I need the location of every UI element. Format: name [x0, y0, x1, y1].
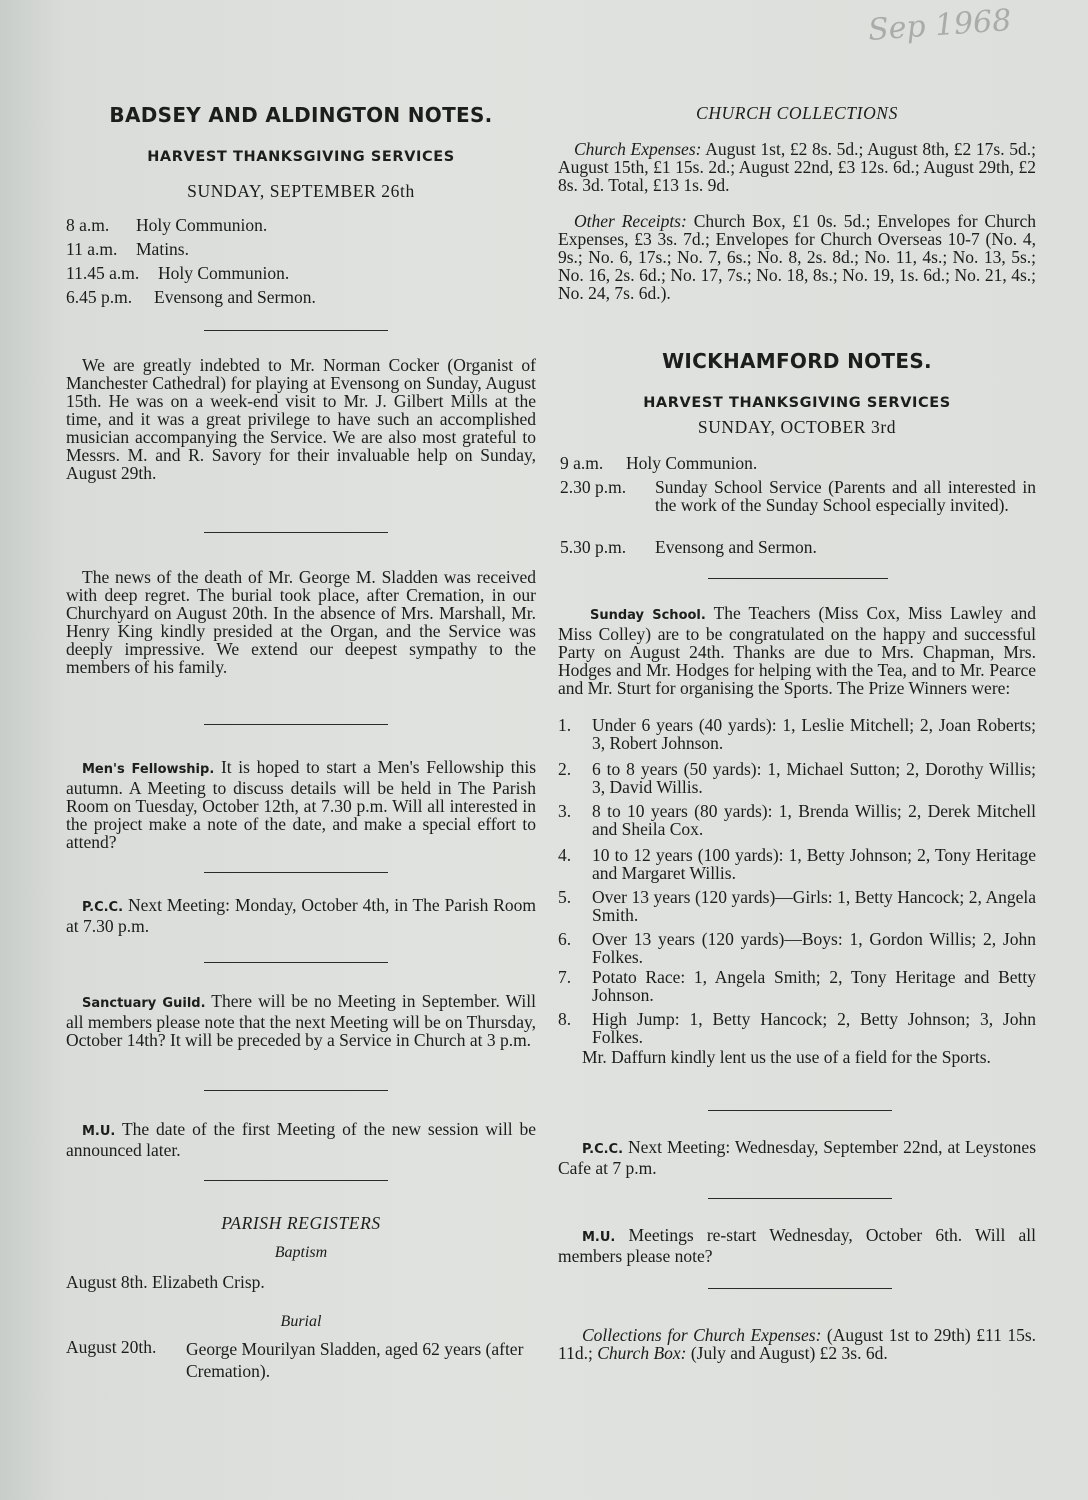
- handwritten-date-note: Sep 1968: [866, 3, 1013, 48]
- prize-number: 6.: [558, 929, 572, 949]
- sanctuary-guild-lead: Sanctuary Guild.: [82, 996, 206, 1011]
- wickhamford-mu-paragraph: [558, 1226, 1036, 1265]
- divider: [708, 1198, 892, 1199]
- prize-item: [558, 716, 1036, 752]
- prize-number: 8.: [558, 1009, 572, 1029]
- pcc-lead: P.C.C.: [582, 1142, 624, 1157]
- church-box-text: (July and August) £2 3s. 6d.: [690, 1343, 888, 1363]
- sladden-paragraph: The news of the death of Mr. George M. Sladden was received with deep regret. The burial took place, after Cremation, in our Churchyard on August 20th. In the absence of Mrs. Marshall, Mr. Henry King kindly presided at the Organ, and the Service was deeply impressive. We extend our deepest sympathy to the members of his family.: [66, 567, 536, 677]
- prize-number: 7.: [558, 967, 572, 987]
- badsey-mu-paragraph: [66, 1120, 536, 1159]
- pcc-text: Next Meeting: Monday, October 4th, in The Parish Room at 7.30 p.m.: [66, 895, 537, 936]
- divider: [204, 962, 388, 963]
- burial-date: August 20th.: [66, 1337, 157, 1357]
- divider: [204, 872, 388, 873]
- service-time: 6.45 p.m.: [66, 287, 133, 307]
- prize-item: [558, 930, 1036, 966]
- prize-text: Potato Race: 1, Angela Smith; 2, Tony Heritage and Betty Johnson.: [592, 967, 1036, 1005]
- prize-text: Over 13 years (120 yards)—Girls: 1, Betty Hancock; 2, Angela Smith.: [592, 887, 1036, 925]
- divider: [204, 1090, 388, 1091]
- burial-heading: Burial: [280, 1313, 322, 1330]
- prize-item: [558, 846, 1036, 882]
- service-desc: Sunday School Service (Parents and all interested in the work of the Sunday School especially invited).: [655, 477, 1036, 515]
- badsey-service-row: [66, 240, 536, 258]
- badsey-service-row: [66, 264, 536, 282]
- baptism-entry: August 8th. Elizabeth Crisp.: [66, 1272, 265, 1292]
- service-desc: Matins.: [136, 239, 189, 259]
- sunday-school-paragraph: [558, 604, 1036, 697]
- badsey-harvest-date: SUNDAY, SEPTEMBER 26th: [187, 181, 415, 201]
- prize-item: [558, 1010, 1036, 1046]
- service-desc: Holy Communion.: [158, 263, 290, 283]
- service-time: 5.30 p.m.: [560, 537, 627, 557]
- prize-item: [558, 760, 1036, 796]
- divider: [204, 1180, 388, 1181]
- mens-fellowship-paragraph: [66, 758, 536, 851]
- wickhamford-service-row: [560, 478, 1036, 514]
- parish-registers-heading: PARISH REGISTERS: [221, 1213, 381, 1233]
- prize-number: 4.: [558, 845, 572, 865]
- divider: [204, 724, 388, 725]
- badsey-harvest-heading: HARVEST THANKSGIVING SERVICES: [147, 149, 455, 165]
- wickhamford-pcc-paragraph: [558, 1138, 1036, 1177]
- service-desc: Evensong and Sermon.: [655, 537, 817, 557]
- service-time: 11 a.m.: [66, 239, 118, 259]
- wickhamford-harvest-heading: HARVEST THANKSGIVING SERVICES: [643, 395, 951, 411]
- collections-summary-paragraph: [558, 1326, 1036, 1362]
- baptism-heading: Baptism: [274, 1244, 328, 1261]
- service-time: 9 a.m.: [560, 453, 604, 473]
- prize-number: 1.: [558, 715, 572, 735]
- prize-item: [558, 802, 1036, 838]
- cocker-paragraph: We are greatly indebted to Mr. Norman Cocker (Organist of Manchester Cathedral) for playing at Evensong on Sunday, August 15th. He was on a week-end visit to Mr. J. Gilbert Mills at the time, and it was a great privilege to have such an accomplished musician accompanying the Service. We are also most grateful to Messrs. M. and R. Savory for their invaluable help on Sunday, August 29th.: [66, 355, 536, 483]
- pcc-text: Next Meeting: Wednesday, September 22nd, at Leystones Cafe at 7 p.m.: [558, 1137, 1037, 1178]
- divider: [204, 330, 388, 331]
- mu-text: The date of the first Meeting of the new session will be announced later.: [66, 1119, 536, 1160]
- prize-text: Over 13 years (120 yards)—Boys: 1, Gordon Willis; 2, John Folkes.: [592, 929, 1036, 967]
- prize-item: [558, 888, 1036, 924]
- wickhamford-service-row: [560, 538, 1036, 556]
- mu-text: Meetings re-start Wednesday, October 6th. Will all members please note?: [558, 1225, 1037, 1266]
- burial-text: George Mourilyan Sladden, aged 62 years (after Cremation).: [186, 1339, 524, 1381]
- service-time: 11.45 a.m.: [66, 263, 140, 283]
- mu-lead: M.U.: [82, 1124, 116, 1139]
- burial-entry: [66, 1338, 536, 1382]
- collections-label: Collections for Church Expenses:: [582, 1325, 822, 1345]
- church-expenses-text: August 1st, £2 8s. 5d.; August 8th, £2 17s. 5d.; August 15th, £1 15s. 2d.; August 22nd, £3 12s. 6d.; August 29th, £2 8s. 3d. Total, £13 1s. 9d.: [558, 139, 1036, 195]
- mens-fellowship-text: It is hoped to start a Men's Fellowship this autumn. A Meeting to discuss details will be held in The Parish Room on Tuesday, October 12th, at 7.30 p.m. Will all interested in the project make a note of the date, and make a special effort to attend?: [66, 757, 537, 852]
- prize-number: 3.: [558, 801, 572, 821]
- badsey-title: BADSEY AND ALDINGTON NOTES.: [109, 103, 493, 127]
- prize-item: [558, 968, 1036, 1004]
- other-receipts-paragraph: [558, 212, 1036, 302]
- divider: [708, 1110, 892, 1111]
- prize-text: 10 to 12 years (100 yards): 1, Betty Johnson; 2, Tony Heritage and Margaret Willis.: [592, 845, 1036, 883]
- wickhamford-harvest-date: SUNDAY, OCTOBER 3rd: [697, 417, 897, 437]
- sanctuary-guild-paragraph: [66, 992, 536, 1049]
- badsey-service-row: [66, 216, 536, 234]
- wickhamford-title: WICKHAMFORD NOTES.: [662, 349, 932, 373]
- service-time: 2.30 p.m.: [560, 477, 627, 497]
- church-box-label: Church Box:: [597, 1343, 687, 1363]
- mens-fellowship-lead: Men's Fellowship.: [82, 762, 215, 777]
- sunday-school-lead: Sunday School.: [590, 608, 706, 623]
- collections-text: (August 1st to 29th) £11 15s. 11d.;: [558, 1325, 1037, 1363]
- badsey-pcc-paragraph: [66, 896, 536, 935]
- mu-lead: M.U.: [582, 1230, 616, 1245]
- church-expenses-paragraph: [558, 140, 1036, 194]
- sunday-school-text: The Teachers (Miss Cox, Miss Lawley and Miss Colley) are to be congratulated on the happy and successful Party on August 24th. Thanks are due to Mrs. Chapman, Mrs. Hodges and Mr. Hodges for helping with the Tea, and to Mr. Pearce and Mr. Sturt for organising the Sports. The Prize Winners were:: [558, 603, 1036, 698]
- prize-number: 5.: [558, 887, 572, 907]
- other-receipts-text: Church Box, £1 0s. 5d.; Envelopes for Church Expenses, £3 3s. 7d.; Envelopes for Church Overseas 10-7 (No. 4, 9s.; No. 6, 17s.; No. 7, 6s.; No. 8, 2s. 8d.; No. 11, 4s.; No. 13, 5s.; No. 16, 2s. 6d.; No. 17, 7s.; No. 18, 8s.; No. 19, 1s. 6d.; No. 21, 4s.; No. 24, 7s. 6d.).: [558, 211, 1036, 303]
- prize-text: High Jump: 1, Betty Hancock; 2, Betty Johnson; 3, John Folkes.: [592, 1009, 1036, 1047]
- badsey-service-row: [66, 288, 536, 306]
- church-expenses-label: Church Expenses:: [574, 139, 702, 159]
- church-collections-heading: CHURCH COLLECTIONS: [696, 103, 898, 123]
- service-desc: Evensong and Sermon.: [154, 287, 316, 307]
- pcc-lead: P.C.C.: [82, 900, 124, 915]
- service-desc: Holy Communion.: [136, 215, 268, 235]
- service-desc: Holy Communion.: [626, 453, 758, 473]
- divider: [204, 532, 388, 533]
- divider: [708, 1288, 892, 1289]
- wickhamford-service-row: [560, 454, 1036, 472]
- prize-text: 8 to 10 years (80 yards): 1, Brenda Willis; 2, Derek Mitchell and Sheila Cox.: [592, 801, 1036, 839]
- prize-text: 6 to 8 years (50 yards): 1, Michael Sutton; 2, Dorothy Willis; 3, David Willis.: [592, 759, 1036, 797]
- other-receipts-label: Other Receipts:: [574, 211, 687, 231]
- prize-text: Under 6 years (40 yards): 1, Leslie Mitchell; 2, Joan Roberts; 3, Robert Johnson.: [592, 715, 1036, 753]
- prize-number: 2.: [558, 759, 572, 779]
- daffurn-paragraph: Mr. Daffurn kindly lent us the use of a field for the Sports.: [582, 1047, 991, 1067]
- service-time: 8 a.m.: [66, 215, 110, 235]
- sanctuary-guild-text: There will be no Meeting in September. Will all members please note that the next Meeting will be on Thursday, October 14th? It will be preceded by a Service in Church at 3 p.m.: [66, 991, 536, 1050]
- divider: [708, 578, 888, 579]
